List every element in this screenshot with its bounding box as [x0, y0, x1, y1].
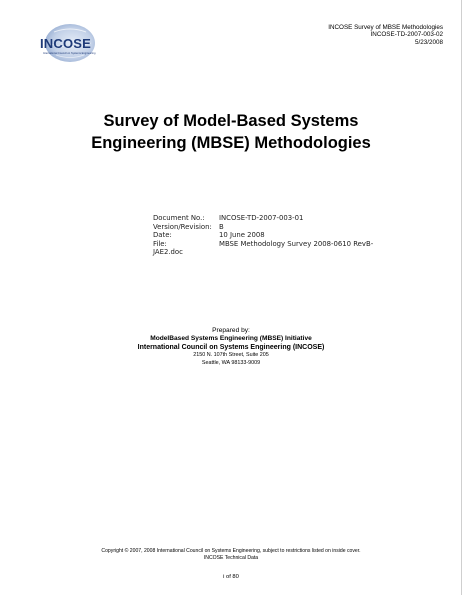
version-row: [153, 223, 403, 232]
logo-wordmark: INCOSE: [40, 36, 92, 51]
initiative-name: ModelBased Systems Engineering (MBSE) Initiative: [150, 335, 312, 342]
header-doc-id: INCOSE-TD-2007-003-02: [370, 31, 443, 39]
incose-logo: [24, 22, 110, 64]
file-value: MBSE Methodology Survey 2008-0610 RevB-: [219, 239, 374, 248]
title-line-2: Engineering (MBSE) Methodologies: [91, 134, 371, 152]
file-row: [153, 240, 403, 249]
prepared-by-block: [0, 327, 462, 367]
page-footer: [0, 548, 462, 562]
address-line-1: 2150 N. 107th Street, Suite 205: [193, 352, 269, 359]
document-header-info: [328, 24, 443, 46]
header-doc-date: 5/23/2008: [414, 38, 443, 46]
document-info-block: [153, 214, 403, 257]
document-title: [0, 110, 462, 154]
file-label: File:: [153, 239, 167, 248]
title-line-1: Survey of Model-Based Systems: [103, 112, 359, 130]
file-value-continued: JAE2.doc: [153, 248, 183, 257]
document-number-value: INCOSE-TD-2007-003-01: [219, 214, 304, 222]
version-label: Version/Revision:: [153, 222, 212, 231]
logo-tagline: International Council on Systems Engineering: [43, 52, 96, 55]
document-number-row: [153, 214, 403, 223]
date-value: 10 June 2008: [219, 231, 265, 240]
date-row: [153, 231, 403, 240]
document-number-label: Document No.:: [153, 214, 205, 222]
prepared-by-label: Prepared by:: [212, 327, 250, 334]
copyright-notice: Copyright © 2007, 2008 International Council on Systems Engineering, subject to restrictions listed on inside cover.: [101, 548, 361, 554]
page-number: i of 80: [223, 574, 239, 580]
header-doc-title: INCOSE Survey of MBSE Methodologies: [328, 24, 443, 31]
version-value: B: [219, 222, 224, 231]
date-label: Date:: [153, 231, 172, 240]
council-name: International Council on Systems Engineering (INCOSE): [137, 344, 325, 352]
classification-label: INCOSE Technical Data: [203, 555, 259, 561]
address-line-2: Seattle, WA 98133-9009: [201, 359, 261, 366]
